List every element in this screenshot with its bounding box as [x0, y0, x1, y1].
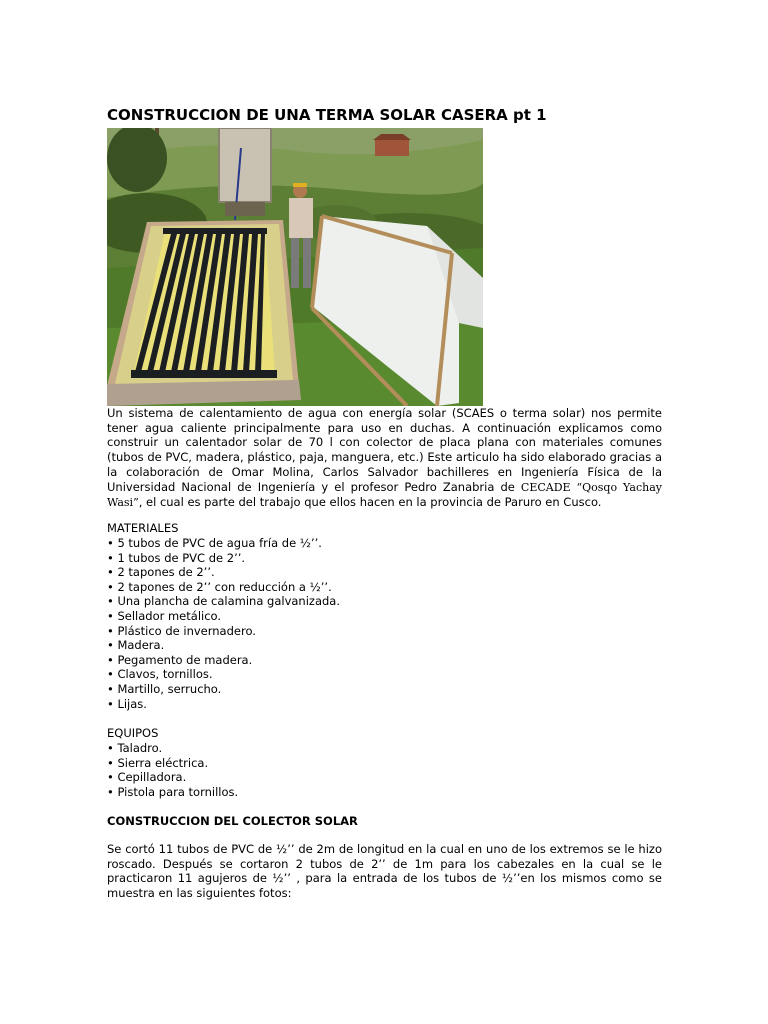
collector-heading: CONSTRUCCION DEL COLECTOR SOLAR: [107, 814, 358, 828]
intro-text-part3: , el cual es parte del trabajo que ellos hacen en la provincia de Paruro en Cusco.: [138, 495, 602, 510]
list-item: • Clavos, tornillos.: [107, 667, 340, 682]
list-item: • Taladro.: [107, 741, 238, 756]
list-item: • 2 tapones de 2’’ con reducción a ½’’.: [107, 580, 340, 595]
materials-heading: MATERIALES: [107, 521, 179, 535]
list-item: • Lijas.: [107, 697, 340, 712]
intro-text-organization: CECADE “Qosqo Yachay Wasi”: [107, 480, 662, 510]
materials-list: [107, 536, 340, 711]
list-item: • Sierra eléctrica.: [107, 756, 238, 771]
list-item: • Cepilladora.: [107, 770, 238, 785]
list-item: • Plástico de invernadero.: [107, 624, 340, 639]
list-item: • 5 tubos de PVC de agua fría de ½’’.: [107, 536, 340, 551]
list-item: • Martillo, serrucho.: [107, 682, 340, 697]
intro-text-part1: Un sistema de calentamiento de agua con energía solar (SCAES o terma solar) nos permite tener agua caliente principalmente para uso en duchas. A continuación explicamos como construir un calentador solar de 70 l con colector de placa plana con materiales comunes (tubos de PVC, madera, plástico, paja, manguera, etc.) Este articulo ha sido elaborado gracias a la colaboración de Omar Molina, Carlos Salvador bachilleres en Ingeniería Física de la Universidad Nacional de Ingeniería y el profesor Pedro Zanabria de: [107, 406, 662, 494]
list-item: • Sellador metálico.: [107, 609, 340, 624]
list-item: • Pistola para tornillos.: [107, 785, 238, 800]
intro-paragraph: [107, 406, 662, 511]
equipment-list: [107, 741, 238, 799]
solar-collector-photo: [107, 128, 483, 406]
list-item: • 2 tapones de 2’’.: [107, 565, 340, 580]
list-item: • Una plancha de calamina galvanizada.: [107, 594, 340, 609]
collector-paragraph: Se cortó 11 tubos de PVC de ½’’ de 2m de longitud en la cual en uno de los extremos se le hizo roscado. Después se cortaron 2 tubos de 2’’ de 1m para los cabezales en la cual se le practicaron 11 agujeros de ½’’ , para la entrada de los tubos de ½’’en los mismos como se muestra en las siguientes fotos:: [107, 842, 662, 901]
list-item: • 1 tubos de PVC de 2’’.: [107, 551, 340, 566]
list-item: • Madera.: [107, 638, 340, 653]
list-item: • Pegamento de madera.: [107, 653, 340, 668]
equipment-heading: EQUIPOS: [107, 726, 159, 740]
page-title: CONSTRUCCION DE UNA TERMA SOLAR CASERA pt 1: [107, 106, 547, 124]
